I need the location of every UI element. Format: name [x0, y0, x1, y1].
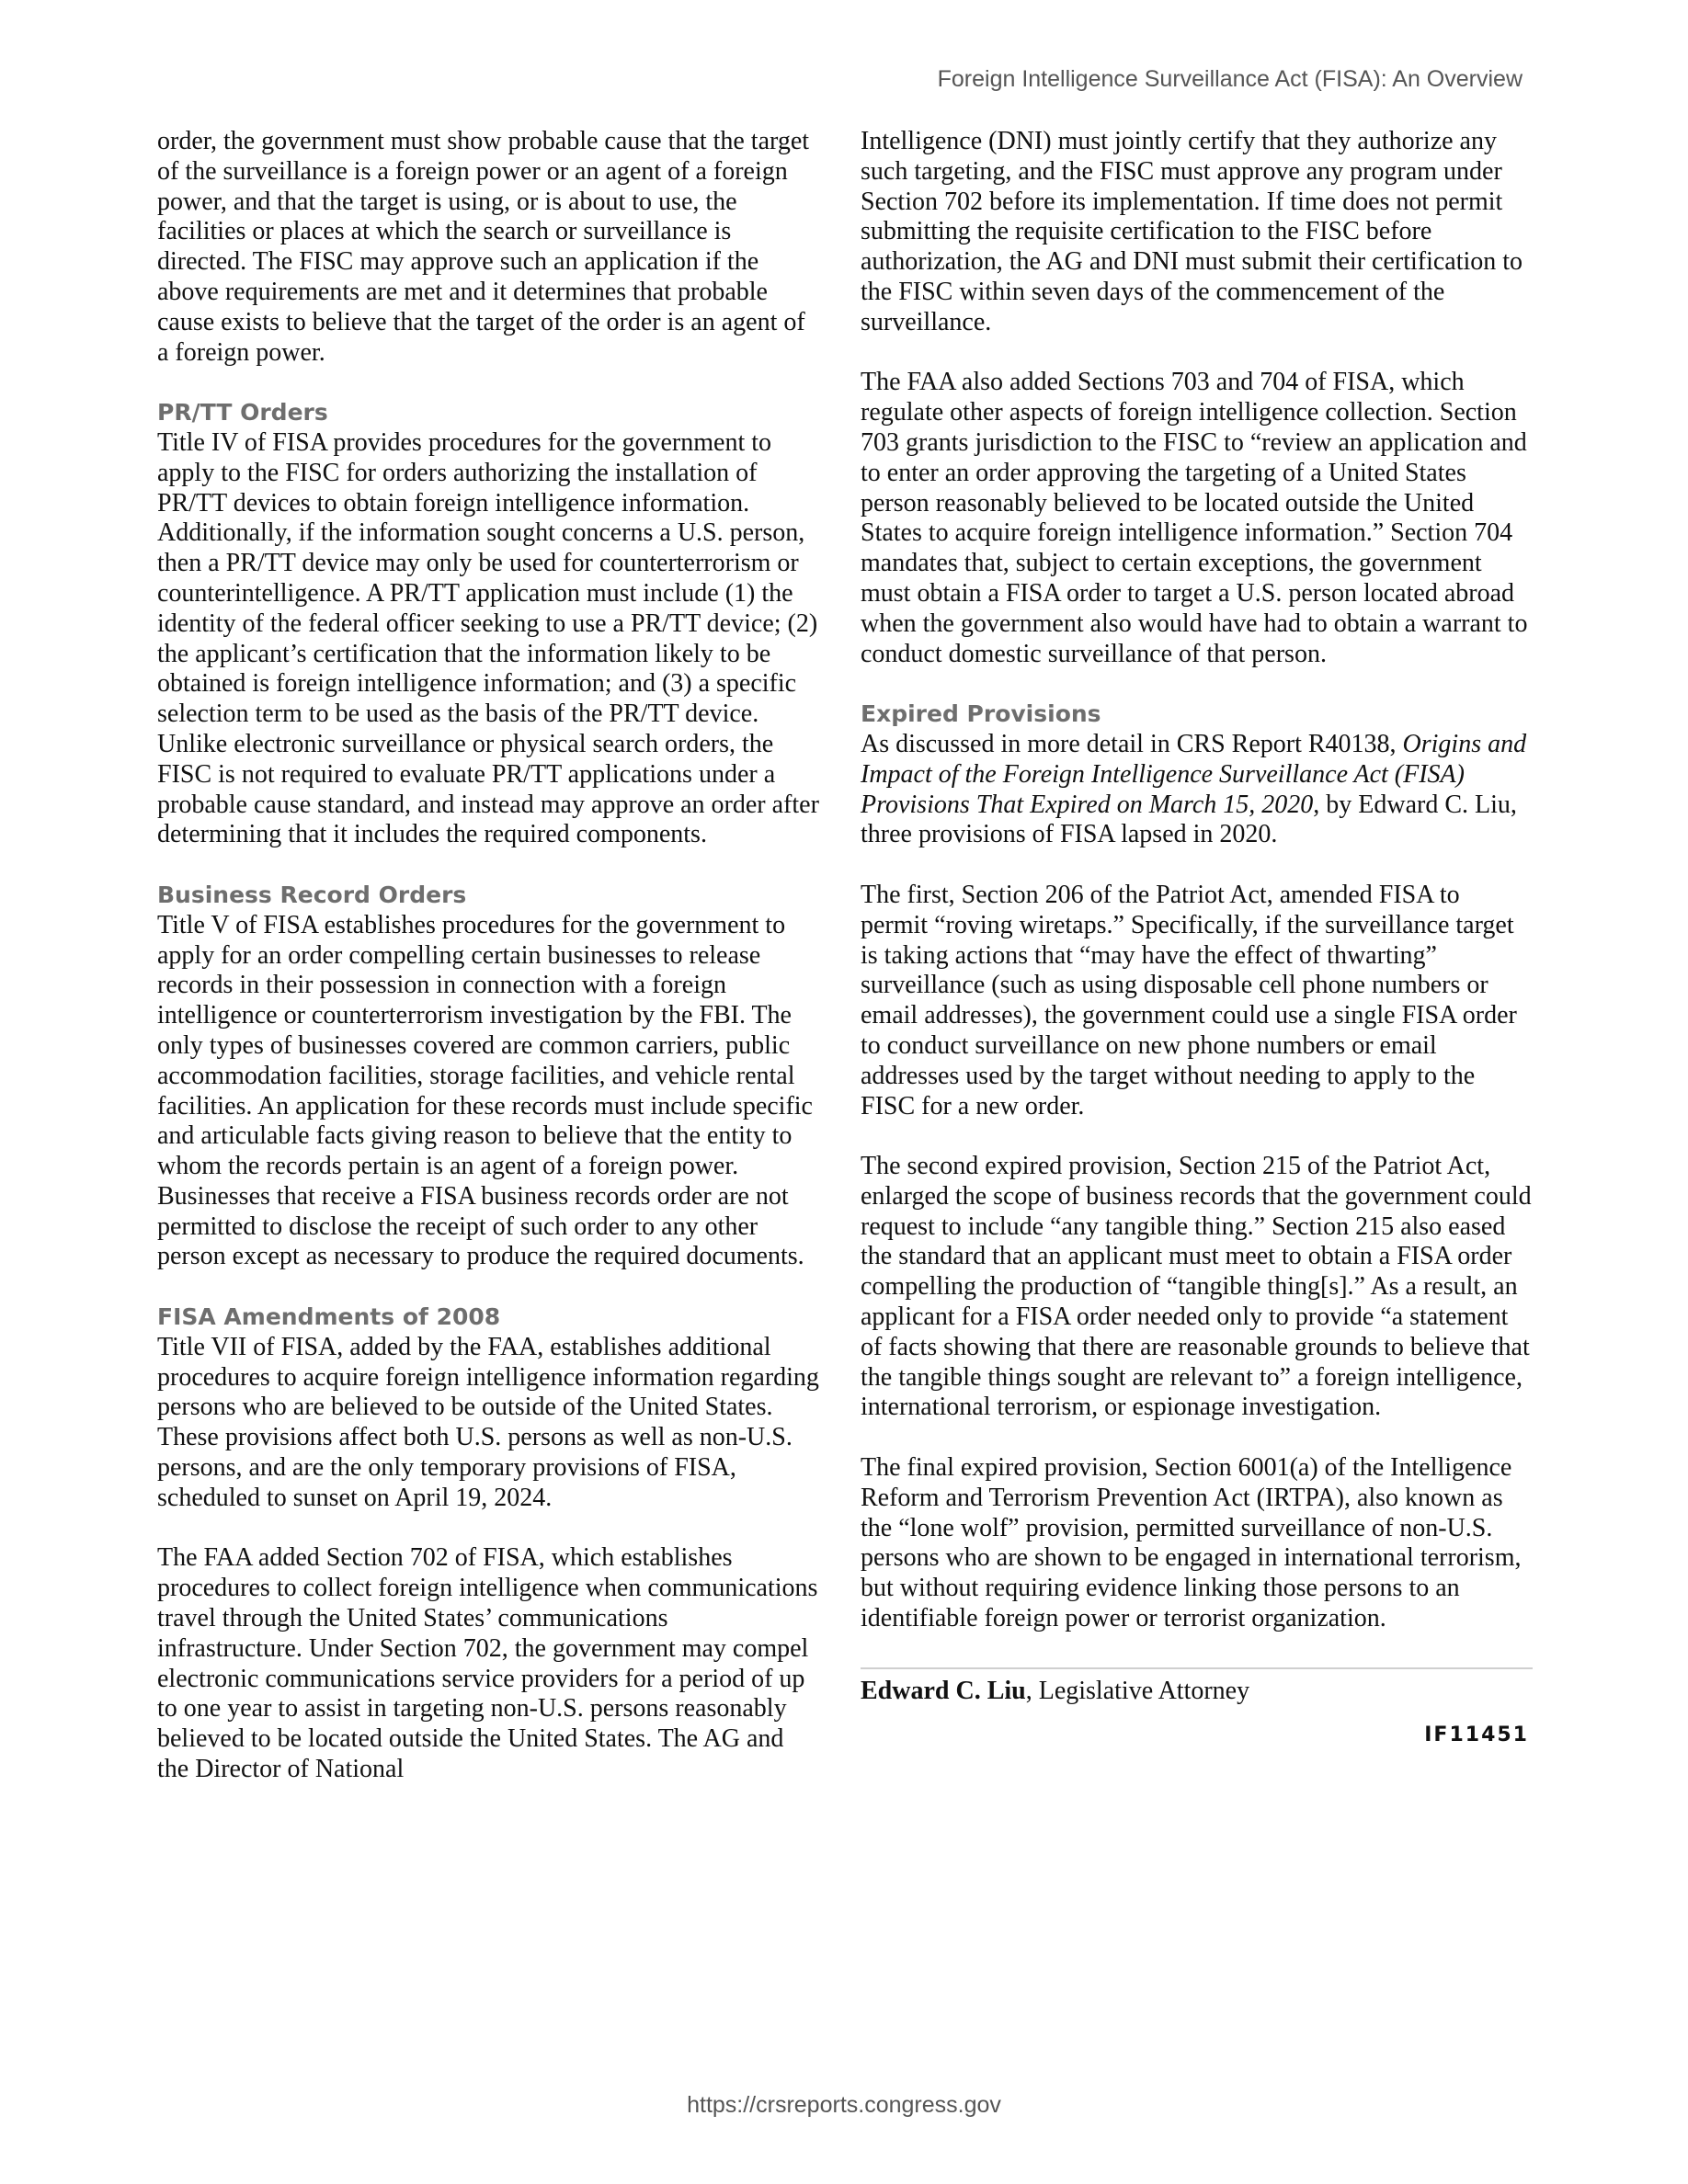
- author-line: [861, 1677, 1533, 1707]
- document-id: IF11451: [1424, 1723, 1529, 1746]
- paragraph-expired-intro: [861, 730, 1533, 850]
- heading-prtt-orders: PR/TT Orders: [157, 399, 328, 427]
- left-column: [157, 127, 819, 1785]
- heading-fisa-amendments: FISA Amendments of 2008: [157, 1303, 501, 1331]
- report-title-citation: Origins and Impact of the Foreign Intelligence Surveillance Act (FISA) Provisions That Expired on March 15, 2020: [861, 729, 1527, 819]
- author-divider: [861, 1667, 1533, 1669]
- expired-intro-tail: , by Edward C. Liu, three provisions of FISA lapsed in 2020.: [861, 790, 1517, 849]
- running-header-title: Foreign Intelligence Surveillance Act (FISA): An Overview: [937, 66, 1523, 92]
- paragraph-dni-certification: Intelligence (DNI) must jointly certify that they authorize any such targeting, and the FISC must approve any program under Section 702 before its implementation. If time does not permit submitting the requisite certification to the FISC before authorization, the AG and DNI must submit their certification to the FISC within seven days of the commencement of the surveillance.: [861, 127, 1523, 336]
- author-role: , Legislative Attorney: [1025, 1676, 1250, 1705]
- heading-expired-provisions: Expired Provisions: [861, 700, 1101, 728]
- paragraph-faa-section-702: The FAA added Section 702 of FISA, which establishes procedures to collect foreign intelligence when communications travel through the United States’ communications infrastructure. Under Section 702, the government may compel electronic communications service providers for a period of up to one year to assist in targeting non-U.S. persons reasonably believed to be located outside the United States. The AG and the Director of National: [157, 1543, 818, 1784]
- heading-business-record-orders: Business Record Orders: [157, 881, 467, 908]
- paragraph-faa-title-vii: Title VII of FISA, added by the FAA, establishes additional procedures to acquire foreign intelligence information regarding persons who are believed to be outside of the United States. These provisions affect both U.S. persons as well as non-U.S. persons, and are the only temporary provisions of FISA, scheduled to sunset on April 19, 2024.: [157, 1332, 819, 1512]
- paragraph-sections-703-704: The FAA also added Sections 703 and 704 of FISA, which regulate other aspects of foreign intelligence collection. Section 703 grants jurisdiction to the FISC to “review an application and to enter an order approving the targeting of a United States person reasonably believed to be located outside the United States to acquire foreign intelligence information.” Section 704 mandates that, subject to certain exceptions, the government must obtain a FISA order to target a U.S. person located abroad when the government also would have had to obtain a warrant to conduct domestic surveillance of that person.: [861, 368, 1528, 668]
- paragraph-business-records: Title V of FISA establishes procedures for the government to apply for an order compelling certain businesses to release records in their possession in connection with a foreign intelligence or counterterrorism investigation by the FBI. The only types of businesses covered are common carriers, public accommodation facilities, storage facilities, and vehicle rental facilities. An application for these records must include specific and articulable facts giving reason to believe that the entity to whom the records pertain is an agent of a foreign power. Businesses that receive a FISA business records order are not permitted to disclose the receipt of such order to any other person except as necessary to produce the required documents.: [157, 910, 813, 1271]
- paragraph-section-206: The first, Section 206 of the Patriot Act, amended FISA to permit “roving wiretaps.” Specifically, if the surveillance target is taking actions that “may have the effect of thwarting” surveillance (such as using disposable cell phone numbers or email addresses), the government could use a single FISA order to conduct surveillance on new phone numbers or email addresses used by the target without needing to apply to the FISC for a new order.: [861, 880, 1517, 1120]
- paragraph-section-215: The second expired provision, Section 215 of the Patriot Act, enlarged the scope of business records that the government could request to include “any tangible thing.” Section 215 also eased the standard that an applicant must meet to obtain a FISA order compelling the production of “tangible thing[s].” As a result, an applicant for a FISA order needed only to provide “a statement of facts showing that there are reasonable grounds to believe that the tangible things sought are relevant to” a foreign intelligence, international terrorism, or espionage investigation.: [861, 1152, 1532, 1422]
- paragraph-intro: order, the government must show probable cause that the target of the surveillance is a foreign power or an agent of a foreign power, and that the target is using, or is about to use, the facilities or places at which the search or surveillance is directed. The FISC may approve such an application if the above requirements are met and it determines that probable cause exists to believe that the target of the order is an agent of a foreign power.: [157, 127, 810, 367]
- author-name: Edward C. Liu: [861, 1676, 1026, 1705]
- right-column: [861, 127, 1533, 1746]
- paragraph-prtt: Title IV of FISA provides procedures for the government to apply to the FISC for orders authorizing the installation of PR/TT devices to obtain foreign intelligence information. Additionally, if the information sought concerns a U.S. person, then a PR/TT device may only be used for counterterrorism or counterintelligence. A PR/TT application must include (1) the identity of the federal officer seeking to use a PR/TT device; (2) the applicant’s certification that the information likely to be obtained is foreign intelligence information; and (3) a specific selection term to be used as the basis of the PR/TT device. Unlike electronic surveillance or physical search orders, the FISC is not required to evaluate PR/TT applications under a probable cause standard, and instead may approve an order after determining that it includes the required components.: [157, 427, 819, 849]
- expired-intro-text: As discussed in more detail in CRS Report R40138,: [861, 729, 1403, 758]
- paragraph-lone-wolf: The final expired provision, Section 6001(a) of the Intelligence Reform and Terrorism Prevention Act (IRTPA), also known as the “lone wolf” provision, permitted surveillance of non-U.S. persons who are shown to be engaged in international terrorism, but without requiring evidence linking those persons to an identifiable foreign power or terrorist organization.: [861, 1453, 1522, 1633]
- footer-url: https://crsreports.congress.gov: [687, 2092, 1001, 2118]
